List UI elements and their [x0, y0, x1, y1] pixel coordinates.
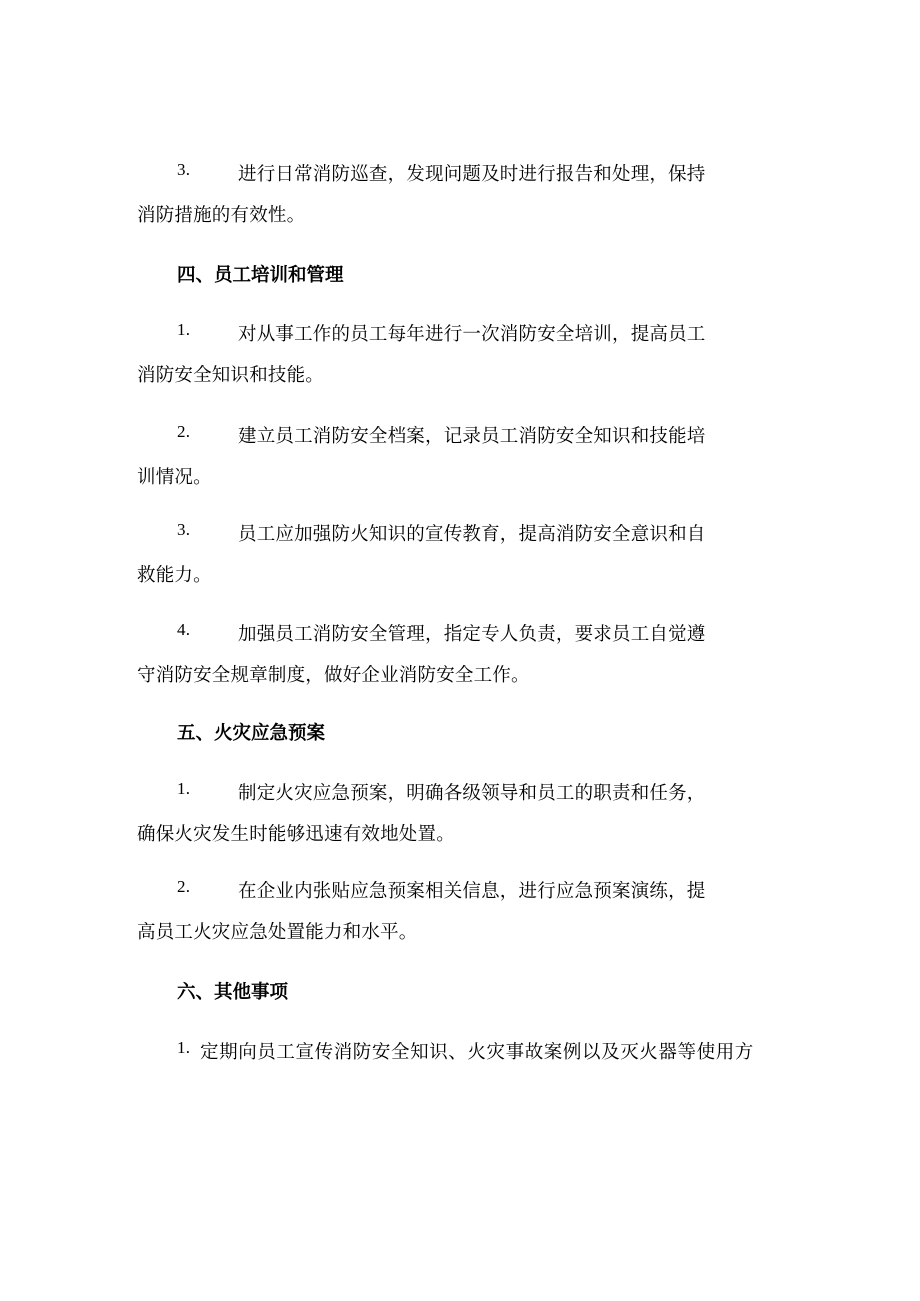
item-text-line1: 定期向员工宣传消防安全知识、火灾事故案例以及灭火器等使用方 [200, 1042, 754, 1063]
item-number: 2. [177, 877, 191, 896]
item-number: 3. [177, 160, 191, 179]
item-text-line2: 消防措施的有效性。 [137, 205, 306, 226]
item-text-line2: 消防安全知识和技能。 [137, 365, 325, 386]
item-text-line1: 加强员工消防安全管理，指定专人负责，要求员工自觉遵 [238, 624, 706, 645]
item-text-line1: 在企业内张贴应急预案相关信息，进行应急预案演练，提 [238, 881, 706, 902]
section-heading-4: 四、员工培训和管理 [177, 265, 344, 286]
item-text-line2: 救能力。 [137, 565, 212, 586]
item-number: 2. [177, 422, 191, 441]
item-text-line2: 确保火灾发生时能够迅速有效地处置。 [137, 824, 455, 845]
item-text-line1: 进行日常消防巡查，发现问题及时进行报告和处理，保持 [238, 164, 706, 185]
section-heading-5: 五、火灾应急预案 [177, 723, 326, 744]
item-text-line1: 建立员工消防安全档案，记录员工消防安全知识和技能培 [238, 426, 706, 447]
item-number: 3. [177, 520, 191, 539]
item-text-line2: 守消防安全规章制度，做好企业消防安全工作。 [137, 665, 530, 686]
item-number: 1. [177, 779, 191, 798]
item-text-line2: 训情况。 [137, 467, 212, 488]
item-text-line1: 员工应加强防火知识的宣传教育，提高消防安全意识和自 [238, 524, 706, 545]
item-text-line2: 高员工火灾应急处置能力和水平。 [137, 922, 418, 943]
item-text-line1: 制定火灾应急预案，明确各级领导和员工的职责和任务， [238, 783, 706, 804]
item-text-line1: 对从事工作的员工每年进行一次消防安全培训，提高员工 [238, 324, 706, 345]
item-number: 4. [177, 620, 191, 639]
item-number: 1. [177, 320, 191, 339]
section-heading-6: 六、其他事项 [177, 982, 289, 1003]
item-number: 1. [177, 1038, 191, 1057]
